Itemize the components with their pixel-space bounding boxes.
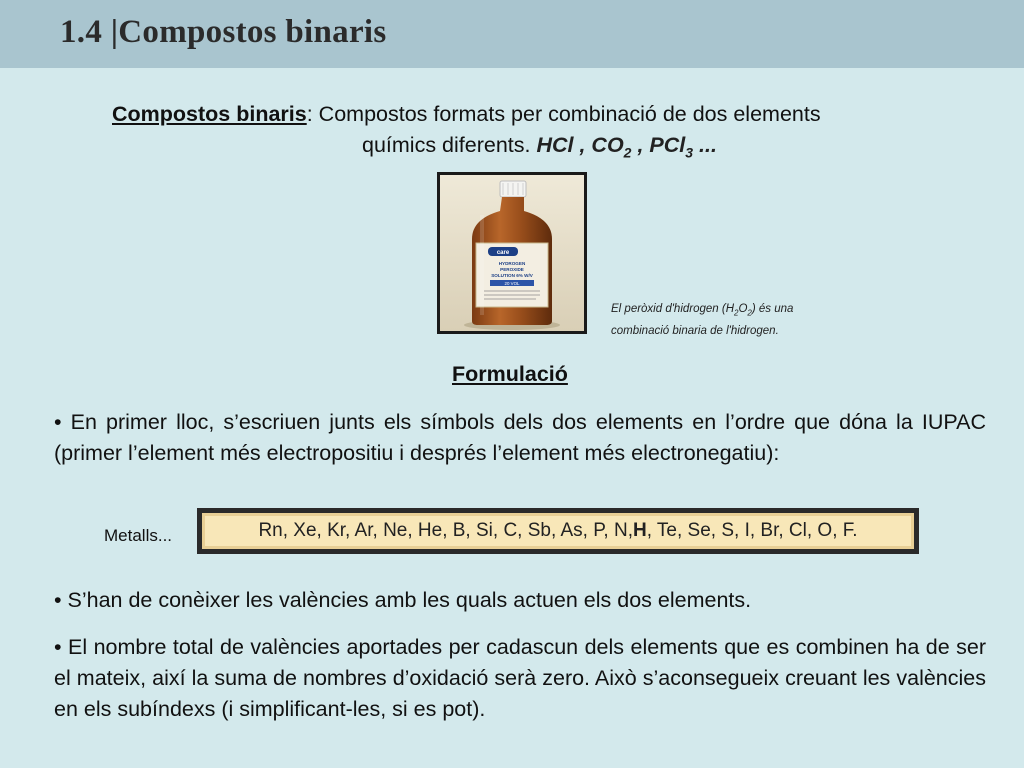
bullet-sum-zero: • El nombre total de valències aportades per cadascun dels elements que es combinen ha de ser el mateix, així la suma de nombres d’oxidació serà zero. Això s’aconsegueix creuant les valències en els subíndexs (i simplificant-les, si es pot). (54, 635, 986, 721)
slide-title: 1.4 |Compostos binaris (60, 14, 387, 50)
definition-text-line1: Compostos formats per combinació de dos elements (312, 102, 821, 126)
metals-label: Metalls... (104, 526, 173, 545)
title-bar (0, 0, 1024, 68)
definition-colon: : (306, 102, 313, 126)
label-volume: 20 VOL (504, 281, 520, 286)
caption-part: O (738, 303, 748, 315)
element-order-text: Rn, Xe, Kr, Ar, Ne, He, B, Si, C, Sb, As, P, N, (258, 520, 633, 541)
caption-subscript: 2 (734, 308, 739, 318)
hydrogen-peroxide-bottle-photo (437, 172, 587, 334)
bullet-valences: • S’han de conèixer les valències amb les quals actuen els dos elements. (54, 588, 752, 612)
formula-subscript: 2 (623, 144, 632, 161)
definition-continuation (112, 130, 992, 168)
definition-text-line2: químics diferents. (362, 133, 537, 157)
caption-part: El peròxid d'hidrogen (H (611, 303, 735, 315)
formula-subscript: 3 (685, 144, 694, 161)
element-order-text: , Te, Se, S, I, Br, Cl, O, F. (646, 520, 858, 541)
element-order-box (197, 508, 919, 554)
label-line: HYDROGEN (498, 261, 526, 266)
formula-ellipsis: ... (693, 133, 717, 157)
label-brand: care (496, 250, 510, 256)
bullet-iupac-order: • En primer lloc, s’escriuen junts els símbols dels dos elements en l’ordre que dóna la IUPAC (primer l’element més electropositiu i després l’element més electronegatiu): (54, 410, 986, 465)
label-line: SOLUTION 6% W/V (491, 273, 533, 278)
formula-examples (536, 133, 717, 161)
caption-part: ) és una combinació binaria de l'hidrogen. (611, 303, 794, 338)
formulation-heading: Formulació (452, 362, 568, 386)
formula-part: HCl , CO (536, 133, 624, 157)
label-line: PEROXIDE (500, 267, 524, 272)
element-hydrogen: H (632, 520, 647, 541)
caption-subscript: 2 (747, 308, 752, 318)
image-caption (611, 300, 851, 340)
bottle-illustration (440, 175, 584, 331)
definition-paragraph (112, 99, 992, 168)
definition-term: Compostos binaris (112, 102, 307, 126)
formula-part: , PCl (631, 133, 686, 157)
